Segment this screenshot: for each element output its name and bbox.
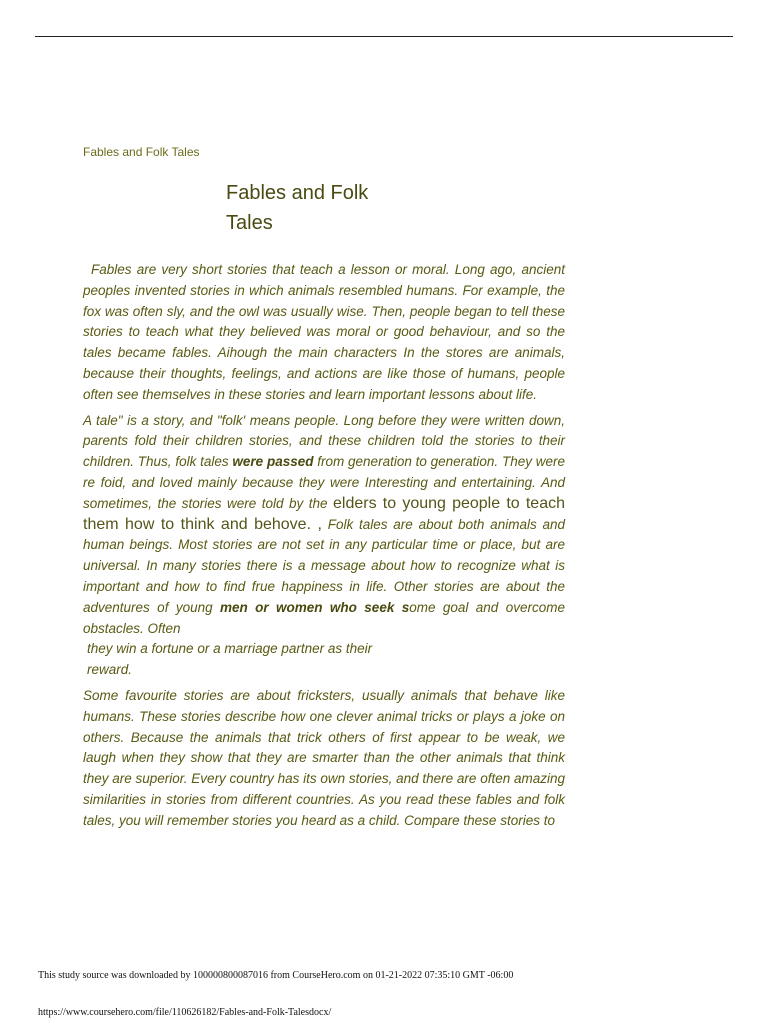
document-title (226, 178, 426, 238)
source-url[interactable]: https://www.coursehero.com/file/110626182/Fables-and-Folk-Talesdocx/ (38, 1007, 332, 1018)
title-line-1: Fables and Folk (226, 182, 369, 204)
emphasis-text: were passed (232, 454, 314, 470)
large-text: elders to young people to teach them how to think and behove. , (83, 494, 565, 533)
title-line-2: Tales (226, 212, 273, 234)
paragraph-text: Folk tales are about both animals and human beings. Most stories are not set in any particular time or place, but are universal. In many stories there is a message about how to recognize what is important and how to find frue happiness in life. Other stories are about the adventures of young (83, 516, 566, 615)
running-header: Fables and Folk Tales (83, 145, 200, 159)
emphasis-text: men or women who seek s (220, 599, 410, 615)
top-rule (35, 36, 733, 37)
paragraph-tricksters: Some favourite stories are about fricksters, usually animals that behave like humans. These stories describe how one clever animal tricks or plays a joke on others. Because the animals that trick others of first appear to be weak, we laugh when they show that they are smarter than the other animals that think they are superior. Every country has its own stories, and there are often amazing similarities in stories from different countries. As you read these fables and folk tales, you will remember stories you heard as a child. Compare these stories to (83, 687, 565, 828)
paragraph-text: reward. (87, 662, 133, 678)
paragraph-fables: Fables are very short stories that teach a lesson or moral. Long ago, ancient peoples invented stories in which animals resembled humans. For example, the fox was often sly, and the owl was usually wise. Then, people began to tell these stories to teach what they believed was moral or good behaviour, and so the tales became fables. Aihough the main characters In the stores are animals, because their thoughts, feelings, and actions are like those of humans, people often see themselves in these stories and learn important lessons about life. (83, 262, 565, 402)
paragraph-text: from generation to generation. They were re foid, and loved mainly because they were Interesting and entertaining. And sometimes, the stories were told by the (83, 454, 565, 511)
paragraph-text: ome goal and overcome obstacles. Often (83, 599, 565, 636)
paragraph-text: they win a fortune or a marriage partner as their (87, 641, 373, 657)
body-text (83, 260, 565, 837)
paragraph-folk-tales (83, 411, 565, 681)
download-source-note: This study source was downloaded by 100000800087016 from CourseHero.com on 01-21-2022 07:35:10 GMT -06:00 (38, 970, 514, 981)
paragraph-text: A tale" is a story, and "folk' means people. Long before they were written down, parents fold their children stories, and these children told the stories to their children. Thus, folk tales (83, 412, 565, 470)
